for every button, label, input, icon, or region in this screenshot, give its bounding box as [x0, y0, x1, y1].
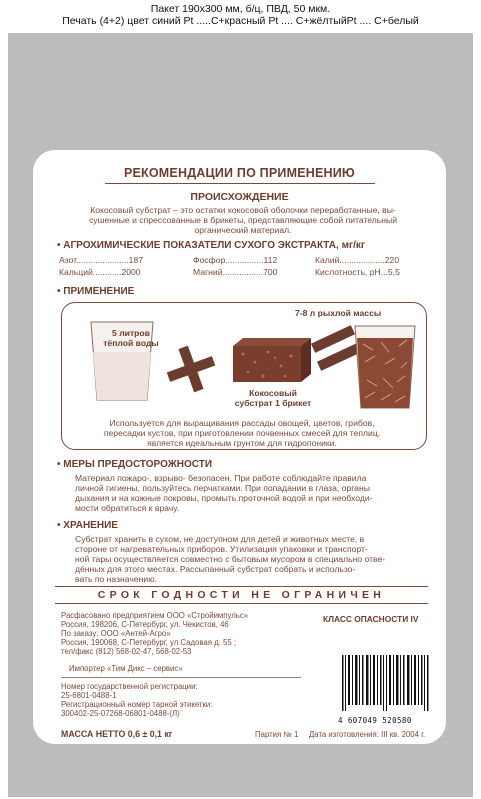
caution-line: Материал пожаро-, взрыво- безопасен. При работе соблюдайте правила	[75, 473, 367, 483]
coco-brick-icon	[233, 338, 311, 382]
origin-line: Кокосовый субстрат – это остатки кокосовой оболочки переработанные, вы-	[90, 205, 396, 215]
plus-icon	[167, 346, 216, 393]
storage-line: ной тары осуществляется совместно с бытовым мусором в специально отве-	[75, 554, 386, 564]
registration-line: Регистрационный номер тарной этикетки:	[61, 700, 213, 709]
brick-label-line: Кокосовый	[249, 388, 297, 398]
registration-line: 300402-25-07268-06801-0488-(Л)	[61, 709, 180, 718]
registration-info	[61, 682, 311, 718]
hazard-class: КЛАСС ОПАСНОСТИ IV	[323, 614, 419, 624]
producer-info	[61, 611, 311, 656]
brick-label-line: субстрат 1 брикет	[234, 398, 312, 408]
caution-line: мости обратиться к врачу.	[75, 503, 180, 513]
equals-icon	[311, 325, 361, 371]
usage-line: пересадки кустов, при приготовлении почвенных смесей для теплиц,	[103, 428, 381, 438]
barcode-icon	[338, 655, 432, 711]
net-mass: МАССА НЕТТО 0,6 ± 0,1 кг	[61, 729, 173, 739]
agro-item: Кальций............2000	[59, 267, 141, 277]
brick-label	[213, 388, 333, 408]
label-panel	[33, 150, 446, 744]
batch-number: Партия № 1	[255, 730, 299, 739]
shelf-bottom-rule	[55, 603, 428, 604]
caution-text	[75, 473, 425, 513]
water-label	[95, 328, 167, 348]
spec-line-1: Пакет 190x300 мм, б/ц, ПВД, 50 мкм.	[150, 3, 331, 15]
barcode	[338, 655, 432, 725]
storage-heading: • ХРАНЕНИЕ	[57, 520, 118, 531]
title-underline	[105, 183, 375, 184]
origin-line: сушенные и спрессованные в брикеты, представляющие собой питательный	[88, 215, 397, 225]
usage-heading: • ПРИМЕНЕНИЕ	[57, 286, 134, 297]
storage-line: вать по назначению.	[75, 574, 158, 584]
production-date: Дата изготовления: III кв. 2004 г.	[309, 730, 426, 739]
usage-line: Используется для выращивания рассады овощей, цветов, грибов,	[109, 418, 375, 428]
producer-line: Россия, 190068, С-Петербург, ул Садовая д. 55 ;	[61, 638, 237, 647]
agro-item: Магний.................700	[193, 267, 278, 277]
water-label-line: тёплой воды	[103, 338, 159, 348]
origin-text	[63, 205, 423, 235]
barcode-digits: 4 607049 520580	[338, 716, 412, 725]
registration-line: Номер государственной регистрации:	[61, 682, 198, 691]
shelf-life: СРОК ГОДНОСТИ НЕ ОГРАНИЧЕН	[97, 589, 386, 601]
agro-item: Кислотность, рН...5,5	[315, 267, 400, 277]
caution-heading: • МЕРЫ ПРЕДОСТОРОЖНОСТИ	[57, 459, 212, 470]
storage-line: Субстрат хранить в сухом, не доступном для детей и животных месте, в	[75, 534, 365, 544]
storage-line: стороне от нагревательных приборов. Утилизация упаковки и транспорт-	[75, 544, 368, 554]
importer-rule	[61, 677, 301, 678]
producer-line: Расфасовано предприятием ООО «Стройимпульс»	[61, 611, 249, 620]
spec-line-2: Печать (4+2) цвет синий Pt .....С+красный Pt .... С+жёлтыйPt .... С+белый	[62, 15, 419, 27]
importer: Импортер «Тим Дикс – сервис»	[69, 664, 183, 673]
caution-line: личной гигиены, пользуйтесь перчатками. При попадании в глаза, органы	[75, 483, 370, 493]
storage-text	[75, 534, 425, 584]
result-label: 7-8 л рыхлой массы	[295, 308, 382, 318]
usage-text	[67, 418, 417, 448]
origin-heading: ПРОИСХОЖДЕНИЕ	[190, 191, 289, 203]
caution-line: дыхания и на кожные покровы, промыть проточной водой и при необходи-	[75, 493, 373, 503]
agro-item: Калий...................220	[315, 255, 400, 265]
page-title: РЕКОМЕНДАЦИИ ПО ПРИМЕНЕНИЮ	[123, 166, 355, 180]
agro-heading: • АГРОХИМИЧЕСКИЕ ПОКАЗАТЕЛИ СУХОГО ЭКСТРАКТА, мг/кг	[57, 240, 365, 251]
substrate-glass-icon	[355, 326, 415, 408]
agro-item: Азот......................187	[59, 255, 144, 265]
agro-item: Фосфор................112	[193, 255, 278, 265]
storage-line: дённых для этого местах. Рассыпанный субстрат собрать и использо-	[75, 564, 356, 574]
producer-line: Россия, 198206, С-Петербург, ул. Чекистов, 46	[61, 620, 229, 629]
print-spec	[0, 3, 481, 27]
water-label-line: 5 литров	[112, 328, 150, 338]
origin-line: органический материал.	[194, 225, 292, 235]
producer-line: тел/факс (812) 568-02-47, 568-02-53	[61, 647, 192, 656]
shelf-top-rule	[55, 586, 428, 587]
registration-line: 25-6801-0488-1	[61, 691, 117, 700]
usage-line: является идеальным грунтом для гидропоники.	[147, 438, 337, 448]
producer-line: По заказу: ООО «Антей-Агро»	[61, 629, 171, 638]
